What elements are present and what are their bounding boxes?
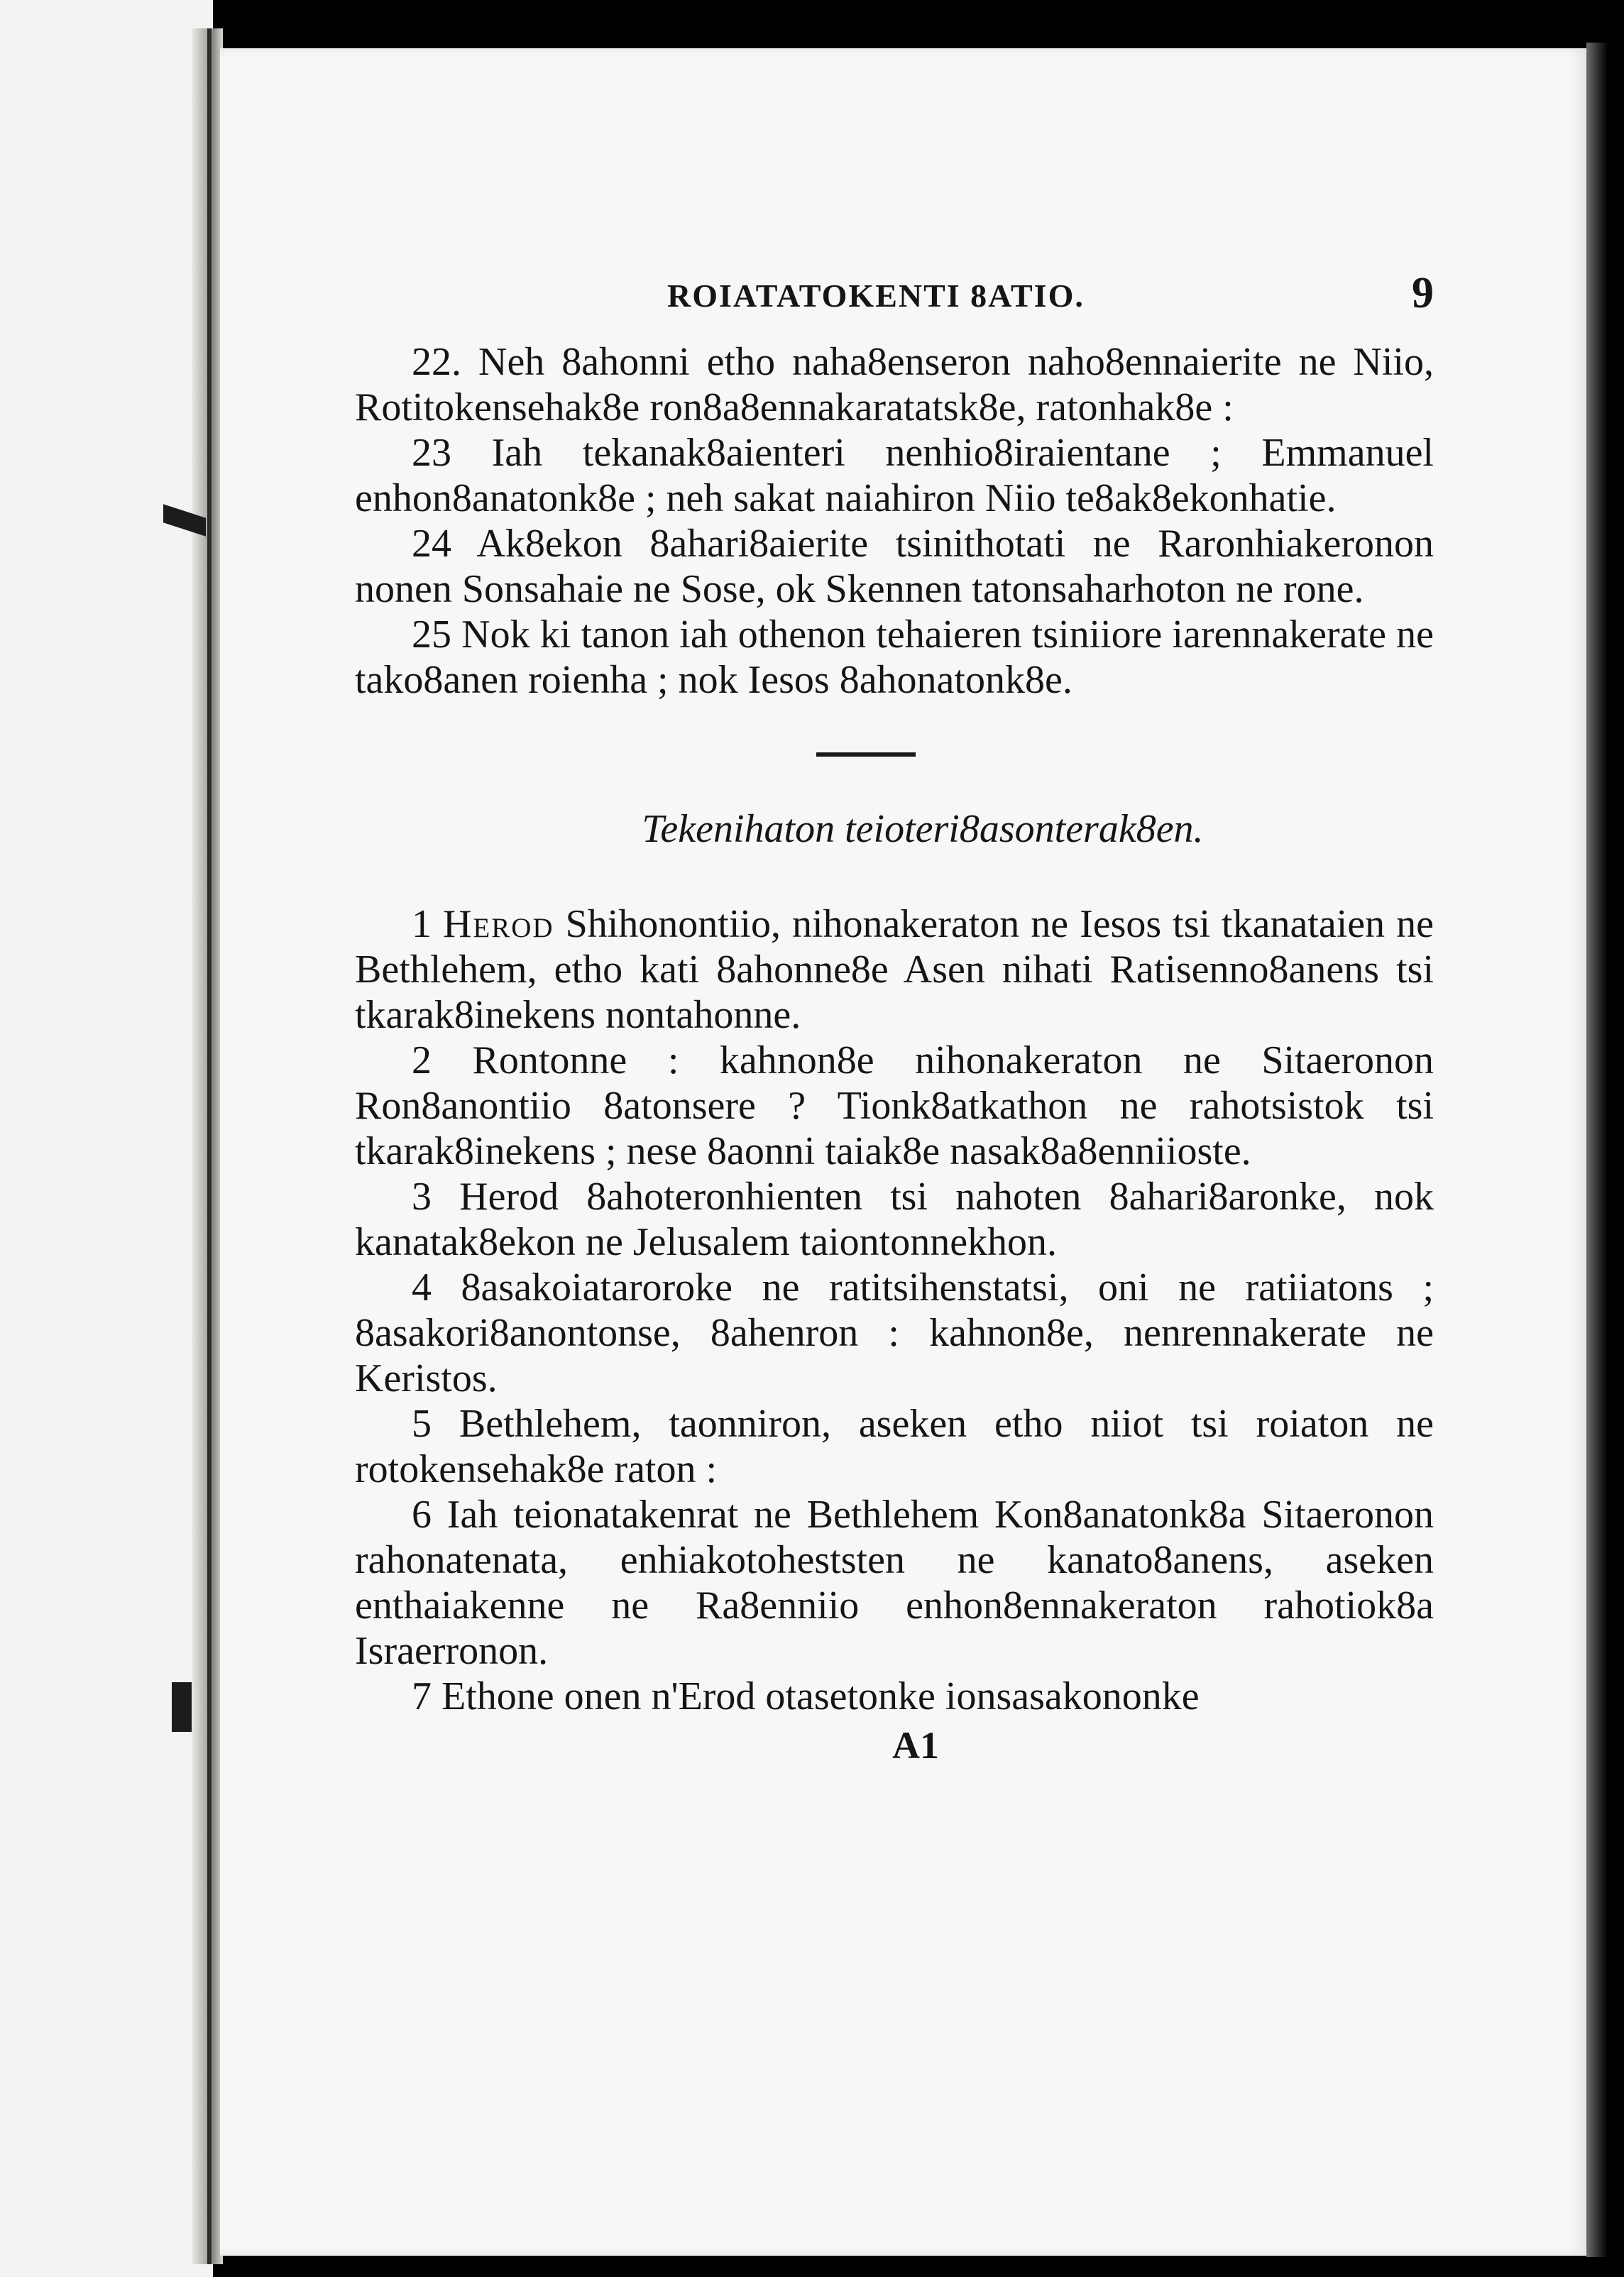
verse-paragraph: 22. Neh 8ahonni etho naha8enseron naho8ennaierite ne Niio, Rotitokensehak8e ron8a8ennakaratatsk8e, ratonhak8e :: [355, 340, 1434, 429]
verse-paragraph: 7 Ethone onen n'Erod otasetonke ionsasakononke: [412, 1674, 1200, 1718]
verse-number: 1: [412, 902, 432, 946]
verse-paragraph: 25 Nok ki tanon iah othenon tehaieren tsiniiore iarennakerate ne tako8anen roienha ; nok Iesos 8ahonatonk8e.: [355, 613, 1434, 702]
page-text: [355, 261, 1434, 1767]
signature-mark: A1: [892, 1724, 939, 1767]
verse-text: Shihonontiio, nihonakeraton ne Iesos tsi tkanataien ne Bethlehem, etho kati 8ahonne8e Asen nihati Ratisenno8anens tsi tkarak8inekens nontahonne.: [355, 902, 1434, 1037]
gutter-shadow-line: [207, 28, 212, 2264]
scan-speck: [172, 1682, 192, 1732]
running-head: [355, 261, 1434, 325]
verse-paragraph: 3 Herod 8ahoteronhienten tsi nahoten 8ahari8aronke, nok kanatak8ekon ne Jelusalem taiontonnekhon.: [355, 1175, 1434, 1264]
scan-left-margin: [0, 0, 213, 2277]
verse-name: Herod: [442, 902, 554, 946]
verse-paragraph: 2 Rontonne : kahnon8e nihonakeraton ne Sitaeronon Ron8anontiio 8atonsere ? Tionk8atkathon ne rahotsistok tsi tkarak8inekens ; nese 8aonni taiak8e nasak8a8enniioste.: [355, 1038, 1434, 1173]
page-number: 9: [1412, 269, 1434, 317]
page-edge-shadow: [1586, 43, 1608, 2257]
book-page: [220, 48, 1586, 2256]
verse-paragraph: [355, 901, 1434, 1038]
verse-paragraph: 6 Iah teionatakenrat ne Bethlehem Kon8anatonk8a Sitaeronon rahonatenata, enhiakotoheststen ne kanato8anens, aseken enthaiakenne ne Ra8enniio enhon8ennakeraton rahotiok8a Israerronon.: [355, 1493, 1434, 1673]
section-divider: [816, 752, 916, 757]
verse-paragraph: 23 Iah tekanak8aienteri nenhio8iraientane ; Emmanuel enhon8anatonk8e ; neh sakat naiahiron Niio te8ak8ekonhatie.: [355, 431, 1434, 520]
verse-paragraph: 4 8asakoiataroroke ne ratitsihenstatsi, oni ne ratiiatons ; 8asakori8anontonse, 8ahenron : kahnon8e, nenrennakerate ne Keristos.: [355, 1266, 1434, 1400]
running-title: ROIATATOKENTI 8ATIO.: [667, 278, 1085, 314]
verse-paragraph: 24 Ak8ekon 8ahari8aierite tsinithotati ne Raronhiakeronon nonen Sonsahaie ne Sose, ok Skennen tatonsaharhoton ne rone.: [355, 522, 1434, 611]
chapter-heading: Tekenihaton teioteri8asonterak8en.: [642, 807, 1204, 851]
verse-paragraph: 5 Bethlehem, taonniron, aseken etho niiot tsi roiaton ne rotokensehak8e raton :: [355, 1402, 1434, 1491]
